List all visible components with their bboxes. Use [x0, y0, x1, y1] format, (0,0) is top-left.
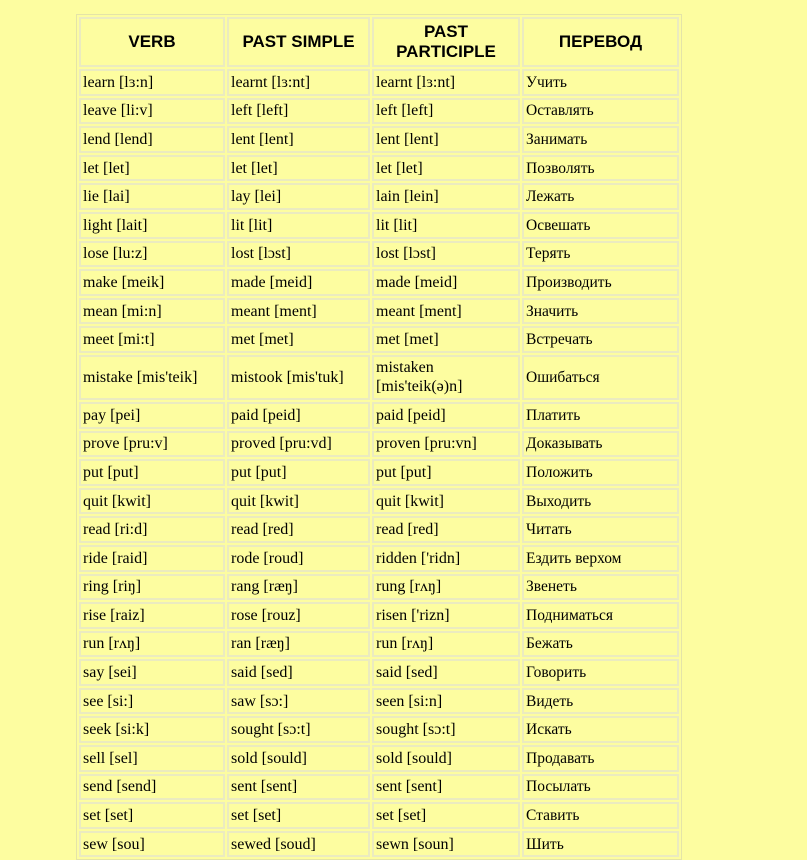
cell-past-participle: rung [rʌŋ]: [372, 574, 520, 601]
table-row: [79, 745, 679, 772]
cell-verb: rise [raiz]: [79, 602, 225, 629]
cell-verb: learn [lɜ:n]: [79, 69, 225, 96]
cell-translation: Бежать: [522, 631, 679, 658]
cell-verb: run [rʌŋ]: [79, 631, 225, 658]
cell-past-simple: said [sed]: [227, 659, 370, 686]
header-past-participle: PAST PARTICIPLE: [372, 17, 520, 67]
table-row: [79, 298, 679, 325]
header-past-simple: PAST SIMPLE: [227, 17, 370, 67]
table-row: [79, 602, 679, 629]
cell-verb: light [lait]: [79, 212, 225, 239]
cell-past-participle: mistaken [mis'teik(ə)n]: [372, 355, 520, 400]
cell-past-participle: sent [sent]: [372, 774, 520, 801]
cell-past-participle: said [sed]: [372, 659, 520, 686]
cell-verb: seek [si:k]: [79, 716, 225, 743]
cell-verb: ring [riŋ]: [79, 574, 225, 601]
cell-past-participle: lent [lent]: [372, 126, 520, 153]
cell-verb: set [set]: [79, 802, 225, 829]
table-row: [79, 659, 679, 686]
cell-verb: say [sei]: [79, 659, 225, 686]
cell-verb: mean [mi:n]: [79, 298, 225, 325]
cell-past-participle: quit [kwit]: [372, 488, 520, 515]
cell-past-participle: learnt [lɜ:nt]: [372, 69, 520, 96]
cell-past-participle: risen ['rizn]: [372, 602, 520, 629]
cell-past-participle: lost [lɔst]: [372, 241, 520, 268]
cell-verb: quit [kwit]: [79, 488, 225, 515]
table-row: [79, 355, 679, 400]
cell-past-simple: read [red]: [227, 516, 370, 543]
cell-translation: Подниматься: [522, 602, 679, 629]
cell-translation: Читать: [522, 516, 679, 543]
cell-verb: mistake [mis'teik]: [79, 355, 225, 400]
header-translation: ПЕРЕВОД: [522, 17, 679, 67]
cell-past-participle: paid [peid]: [372, 402, 520, 429]
cell-past-simple: lent [lent]: [227, 126, 370, 153]
cell-verb: put [put]: [79, 459, 225, 486]
cell-translation: Видеть: [522, 688, 679, 715]
table-row: [79, 402, 679, 429]
cell-past-participle: meant [ment]: [372, 298, 520, 325]
cell-past-participle: put [put]: [372, 459, 520, 486]
cell-translation: Занимать: [522, 126, 679, 153]
cell-verb: prove [pru:v]: [79, 431, 225, 458]
cell-past-simple: rose [rouz]: [227, 602, 370, 629]
cell-past-simple: ran [ræŋ]: [227, 631, 370, 658]
cell-translation: Ошибаться: [522, 355, 679, 400]
cell-translation: Посылать: [522, 774, 679, 801]
cell-translation: Звенеть: [522, 574, 679, 601]
cell-translation: Ездить верхом: [522, 545, 679, 572]
irregular-verbs-table: [76, 14, 682, 860]
cell-translation: Ставить: [522, 802, 679, 829]
table-row: [79, 574, 679, 601]
cell-past-participle: run [rʌŋ]: [372, 631, 520, 658]
table-row: [79, 688, 679, 715]
table-row: [79, 431, 679, 458]
cell-past-simple: made [meid]: [227, 269, 370, 296]
cell-translation: Продавать: [522, 745, 679, 772]
cell-verb: lie [lai]: [79, 183, 225, 210]
cell-translation: Терять: [522, 241, 679, 268]
cell-past-participle: proven [pru:vn]: [372, 431, 520, 458]
cell-past-simple: set [set]: [227, 802, 370, 829]
table-row: [79, 516, 679, 543]
cell-past-participle: let [let]: [372, 155, 520, 182]
table-row: [79, 326, 679, 353]
cell-past-simple: proved [pru:vd]: [227, 431, 370, 458]
cell-translation: Платить: [522, 402, 679, 429]
table-row: [79, 545, 679, 572]
table-row: [79, 802, 679, 829]
table-row: [79, 459, 679, 486]
cell-past-simple: lost [lɔst]: [227, 241, 370, 268]
cell-translation: Выходить: [522, 488, 679, 515]
cell-past-simple: rang [ræŋ]: [227, 574, 370, 601]
cell-verb: lose [lu:z]: [79, 241, 225, 268]
cell-past-simple: met [met]: [227, 326, 370, 353]
table-row: [79, 269, 679, 296]
cell-past-simple: saw [sɔ:]: [227, 688, 370, 715]
cell-verb: make [meik]: [79, 269, 225, 296]
cell-translation: Производить: [522, 269, 679, 296]
cell-past-participle: lain [lein]: [372, 183, 520, 210]
cell-past-participle: sewn [soun]: [372, 831, 520, 858]
cell-translation: Освешать: [522, 212, 679, 239]
cell-past-simple: sold [sould]: [227, 745, 370, 772]
cell-verb: meet [mi:t]: [79, 326, 225, 353]
cell-translation: Искать: [522, 716, 679, 743]
cell-translation: Положить: [522, 459, 679, 486]
cell-verb: lend [lend]: [79, 126, 225, 153]
cell-translation: Доказывать: [522, 431, 679, 458]
cell-past-simple: sought [sɔ:t]: [227, 716, 370, 743]
cell-verb: read [ri:d]: [79, 516, 225, 543]
cell-translation: Говорить: [522, 659, 679, 686]
table-row: [79, 183, 679, 210]
cell-past-participle: read [red]: [372, 516, 520, 543]
table-row: [79, 488, 679, 515]
table-row: [79, 212, 679, 239]
cell-verb: sew [sou]: [79, 831, 225, 858]
cell-past-simple: paid [peid]: [227, 402, 370, 429]
cell-translation: Оставлять: [522, 98, 679, 125]
cell-translation: Значить: [522, 298, 679, 325]
cell-verb: sell [sel]: [79, 745, 225, 772]
header-verb: VERB: [79, 17, 225, 67]
table-row: [79, 774, 679, 801]
cell-past-simple: sewed [soud]: [227, 831, 370, 858]
table-row: [79, 126, 679, 153]
cell-past-participle: ridden ['ridn]: [372, 545, 520, 572]
cell-verb: send [send]: [79, 774, 225, 801]
table-row: [79, 69, 679, 96]
cell-verb: pay [pei]: [79, 402, 225, 429]
table-row: [79, 631, 679, 658]
table-row: [79, 831, 679, 858]
cell-translation: Позволять: [522, 155, 679, 182]
cell-past-simple: mistook [mis'tuk]: [227, 355, 370, 400]
table-row: [79, 241, 679, 268]
cell-past-simple: put [put]: [227, 459, 370, 486]
cell-past-participle: sold [sould]: [372, 745, 520, 772]
cell-verb: leave [li:v]: [79, 98, 225, 125]
cell-past-participle: sought [sɔ:t]: [372, 716, 520, 743]
cell-translation: Лежать: [522, 183, 679, 210]
cell-translation: Шить: [522, 831, 679, 858]
table-body: [79, 69, 679, 857]
cell-verb: ride [raid]: [79, 545, 225, 572]
table-row: [79, 98, 679, 125]
cell-past-participle: seen [si:n]: [372, 688, 520, 715]
cell-past-simple: left [left]: [227, 98, 370, 125]
cell-past-simple: quit [kwit]: [227, 488, 370, 515]
table-row: [79, 155, 679, 182]
cell-past-simple: rode [roud]: [227, 545, 370, 572]
cell-past-simple: let [let]: [227, 155, 370, 182]
cell-past-participle: met [met]: [372, 326, 520, 353]
cell-past-participle: lit [lit]: [372, 212, 520, 239]
cell-past-participle: left [left]: [372, 98, 520, 125]
cell-translation: Учить: [522, 69, 679, 96]
cell-past-simple: learnt [lɜ:nt]: [227, 69, 370, 96]
cell-verb: see [si:]: [79, 688, 225, 715]
cell-past-participle: set [set]: [372, 802, 520, 829]
cell-past-simple: meant [ment]: [227, 298, 370, 325]
cell-past-simple: sent [sent]: [227, 774, 370, 801]
table-row: [79, 716, 679, 743]
header-row: [79, 17, 679, 67]
cell-past-simple: lay [lei]: [227, 183, 370, 210]
cell-verb: let [let]: [79, 155, 225, 182]
cell-past-simple: lit [lit]: [227, 212, 370, 239]
cell-translation: Встречать: [522, 326, 679, 353]
cell-past-participle: made [meid]: [372, 269, 520, 296]
